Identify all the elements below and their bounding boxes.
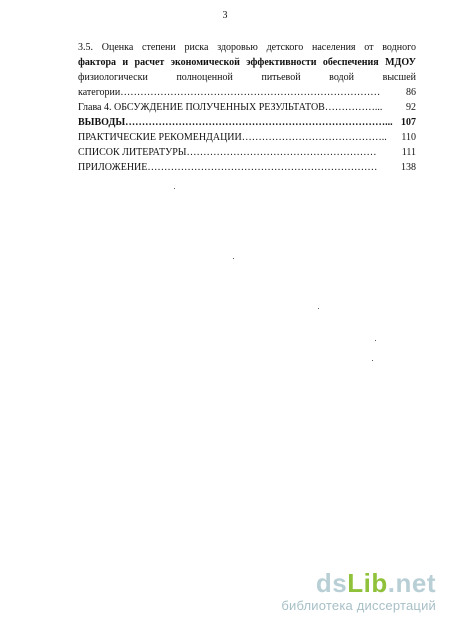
word: степени <box>142 42 176 53</box>
toc-entry-3-5-line1 <box>78 40 416 55</box>
dslib-watermark <box>281 570 436 613</box>
toc-entry-text: СПИСОК ЛИТЕРАТУРЫ………………………………………………… <box>78 147 377 158</box>
word: полноценной <box>176 72 233 83</box>
toc-entry-3-5 <box>78 40 416 100</box>
toc-entry-appendix <box>78 160 416 175</box>
scan-speck <box>318 308 319 309</box>
toc-page-number: 92 <box>406 102 416 113</box>
word: водного <box>382 42 416 53</box>
word: здоровью <box>217 42 258 53</box>
table-of-contents <box>78 40 416 175</box>
toc-page-number: 86 <box>406 87 416 98</box>
toc-entry-3-5-line2 <box>78 55 416 70</box>
scan-speck <box>233 258 234 259</box>
logo-text-net: .net <box>387 568 436 598</box>
word: населения <box>312 42 356 53</box>
logo-text-ds: ds <box>315 568 348 598</box>
word: расчет <box>134 57 165 68</box>
toc-page-number: 107 <box>401 117 416 128</box>
scan-speck <box>174 188 175 189</box>
word: и <box>122 57 129 68</box>
word: физиологически <box>78 72 148 83</box>
word: фактора <box>78 57 117 68</box>
dslib-logo <box>281 570 436 596</box>
watermark-subtitle: библиотека диссертаций <box>281 598 436 613</box>
word: питьевой <box>261 72 301 83</box>
toc-page-number: 110 <box>401 132 416 143</box>
word: эффективности <box>246 57 317 68</box>
toc-entry-chapter-4 <box>78 100 416 115</box>
scan-speck <box>372 360 373 361</box>
toc-entry-3-5-line3 <box>78 70 416 85</box>
logo-text-lib: Lib <box>347 568 388 598</box>
word: Оценка <box>101 42 134 53</box>
word: водой <box>329 72 354 83</box>
toc-entry-3-5-line4 <box>78 85 416 100</box>
toc-entry-text: категории…………………………………………………………………… <box>78 87 381 98</box>
toc-entry-text: Глава 4. ОБСУЖДЕНИЕ ПОЛУЧЕННЫХ РЕЗУЛЬТАТОВ……………... <box>78 102 383 113</box>
toc-entry-recommendations <box>78 130 416 145</box>
toc-entry-text: ПРАКТИЧЕСКИЕ РЕКОМЕНДАЦИИ…………………………………….. <box>78 132 387 143</box>
word: риска <box>184 42 209 53</box>
word: 3.5. <box>78 42 93 53</box>
toc-entry-text: ПРИЛОЖЕНИЕ…………………………………………………………… <box>78 162 378 173</box>
toc-page-number: 138 <box>401 162 416 173</box>
toc-entry-text: ВЫВОДЫ……………………………………………………………………... <box>78 117 393 128</box>
toc-entry-conclusions <box>78 115 416 130</box>
word: МДОУ <box>385 57 416 68</box>
word: детского <box>266 42 304 53</box>
word: обеспечения <box>322 57 379 68</box>
scan-speck <box>375 340 376 341</box>
word: экономической <box>170 57 240 68</box>
word: высшей <box>382 72 416 83</box>
word: от <box>364 42 374 53</box>
toc-entry-references <box>78 145 416 160</box>
toc-page-number: 111 <box>401 147 416 158</box>
page-number: 3 <box>222 10 228 21</box>
